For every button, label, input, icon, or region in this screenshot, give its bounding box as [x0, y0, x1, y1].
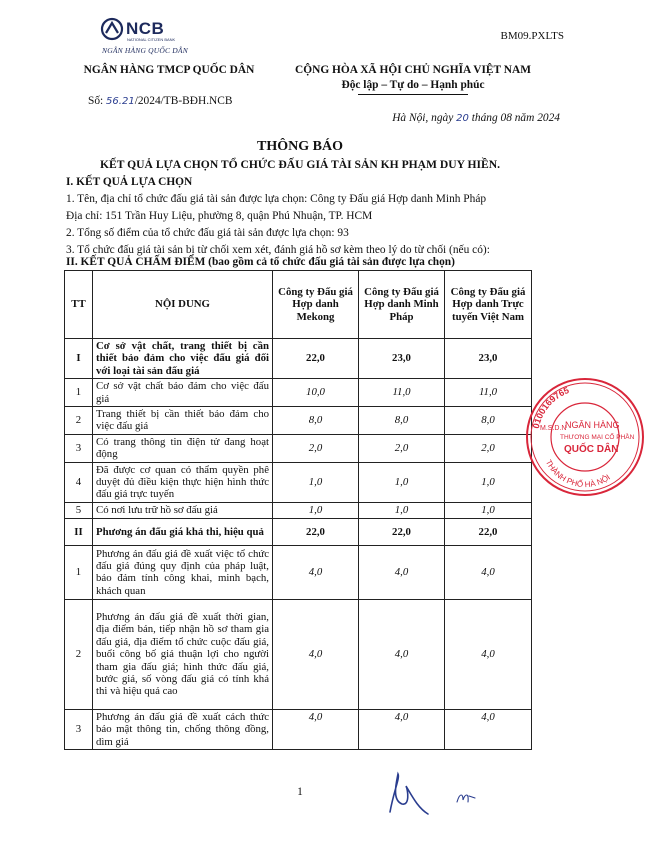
date-day-handwritten: 20 [456, 113, 469, 124]
col-org3-header: Công ty Đấu giá Hợp danh Trực tuyến Việt Nam [445, 271, 532, 339]
row-score-org3: 1,0 [445, 502, 532, 518]
table-row [65, 599, 532, 709]
row-score-org3: 4,0 [445, 599, 532, 709]
row-score-org2: 23,0 [359, 339, 445, 379]
row-score-org1: 8,0 [273, 407, 359, 435]
row-tt: 3 [65, 434, 93, 462]
row-tt: 2 [65, 599, 93, 709]
row-score-org3: 2,0 [445, 434, 532, 462]
row-content: Có nơi lưu trữ hồ sơ đấu giá [93, 502, 273, 518]
section-1-line-2: Địa chỉ: 151 Trần Huy Liệu, phường 8, quận Phú Nhuận, TP. HCM [66, 210, 373, 222]
signature-initials [384, 770, 432, 820]
row-score-org1: 10,0 [273, 379, 359, 407]
col-org1-header: Công ty Đấu giá Hợp danh Mekong [273, 271, 359, 339]
table-row [65, 379, 532, 407]
date-suffix: tháng 08 năm 2024 [468, 112, 560, 124]
section-2-heading: II. KẾT QUẢ CHẤM ĐIỂM (bao gồm cả tổ chức đấu giá tài sản được lựa chọn) [66, 256, 455, 268]
row-content: Cơ sở vật chất bảo đảm cho việc đấu giá [93, 379, 273, 407]
row-score-org1: 4,0 [273, 599, 359, 709]
col-content-header: NỘI DUNG [93, 271, 273, 339]
row-content: Phương án đấu giá đề xuất việc tổ chức đấu giá đúng quy định của pháp luật, bảo đảm tính công khai, minh bạch, khách quan [93, 545, 273, 599]
section-1-line-1: 1. Tên, địa chỉ tổ chức đấu giá tài sản được lựa chọn: Công ty Đấu giá Hợp danh Minh Pháp [66, 193, 487, 205]
logo-text: NCB [126, 19, 165, 38]
row-score-org3: 1,0 [445, 462, 532, 502]
col-org2-header: Công ty Đấu giá Hợp danh Minh Pháp [359, 271, 445, 339]
row-score-org3: 11,0 [445, 379, 532, 407]
row-tt: 5 [65, 502, 93, 518]
row-score-org2: 4,0 [359, 709, 445, 749]
table-row [65, 518, 532, 545]
doc-no-suffix: /2024/TB-BĐH.NCB [134, 95, 233, 107]
row-content: Phương án đấu giá khả thi, hiệu quả [93, 518, 273, 545]
row-score-org2: 22,0 [359, 518, 445, 545]
doc-no-handwritten: 56.21 [106, 96, 135, 107]
ncb-logo-mark-icon [100, 18, 124, 40]
date-prefix: Hà Nội, ngày [392, 112, 457, 124]
row-score-org3: 22,0 [445, 518, 532, 545]
section-1-line-4: 3. Tổ chức đấu giá tài sản bị từ chối xem xét, đánh giá hồ sơ kèm theo lý do từ chối (nếu có): [66, 244, 490, 256]
row-content: Phương án đấu giá đề xuất thời gian, địa điểm bán, tiếp nhận hồ sơ tham gia đấu giá, địa điểm tổ chức cuộc đấu giá, buổi công bố giá thuận lợi cho người tham gia đấu giá; hình thức đấu giá, bước giá, số vòng đấu giá có tính khả thi và hiệu quả cao [93, 599, 273, 709]
row-score-org1: 4,0 [273, 545, 359, 599]
stamp-line-3: QUỐC DÂN [564, 444, 619, 455]
table-row [65, 709, 532, 749]
stamp-side-text: M.S.D.N [540, 425, 567, 432]
row-score-org3: 8,0 [445, 407, 532, 435]
table-row [65, 502, 532, 518]
issuer-name: NGÂN HÀNG TMCP QUỐC DÂN [83, 64, 255, 76]
signature-small [455, 788, 477, 808]
table-row [65, 407, 532, 435]
row-score-org1: 22,0 [273, 518, 359, 545]
row-score-org2: 11,0 [359, 379, 445, 407]
row-score-org3: 4,0 [445, 709, 532, 749]
row-tt: 1 [65, 379, 93, 407]
row-tt: II [65, 518, 93, 545]
row-score-org1: 1,0 [273, 462, 359, 502]
motto-underline [358, 94, 468, 95]
row-score-org2: 8,0 [359, 407, 445, 435]
company-stamp [520, 372, 650, 502]
row-score-org3: 4,0 [445, 545, 532, 599]
stamp-bottom-text: THÀNH PHỐ HÀ NỘI [543, 458, 612, 490]
row-tt: I [65, 339, 93, 379]
row-content: Đã được cơ quan có thẩm quyền phê duyệt đủ điều kiện thực hiện hình thức đấu giá trực tuyến [93, 462, 273, 502]
row-score-org2: 4,0 [359, 599, 445, 709]
page-number: 1 [297, 786, 303, 798]
score-table [64, 270, 532, 750]
row-tt: 4 [65, 462, 93, 502]
row-content: Phương án đấu giá đề xuất cách thức bảo mật thông tin, chống thông đồng, dìm giá [93, 709, 273, 749]
row-tt: 1 [65, 545, 93, 599]
row-score-org2: 4,0 [359, 545, 445, 599]
row-tt: 2 [65, 407, 93, 435]
logo-subtitle-vn: NGÂN HÀNG QUỐC DÂN [102, 46, 188, 55]
row-content: Cơ sở vật chất, trang thiết bị cần thiết bảo đảm cho việc đấu giá đối với loại tài sản đấu giá [93, 339, 273, 379]
document-title: THÔNG BÁO [257, 139, 343, 154]
stamp-line-1: NGÂN HÀNG [565, 420, 620, 430]
ncb-logo [100, 14, 220, 60]
table-row [65, 462, 532, 502]
table-row [65, 339, 532, 379]
table-row [65, 545, 532, 599]
row-score-org1: 2,0 [273, 434, 359, 462]
row-content: Trang thiết bị cần thiết bảo đảm cho việc đấu giá [93, 407, 273, 435]
col-tt-header: TT [65, 271, 93, 339]
section-1-line-3: 2. Tổng số điểm của tổ chức đấu giá tài sản được lựa chọn: 93 [66, 227, 349, 239]
row-content: Có trang thông tin điện tử đang hoạt động [93, 434, 273, 462]
table-header-row [65, 271, 532, 339]
place-date [340, 112, 560, 124]
national-motto: Độc lập – Tự do – Hạnh phúc [341, 79, 485, 91]
logo-subtitle-en: NATIONAL CITIZEN BANK [127, 37, 176, 42]
document-subtitle: KẾT QUẢ LỰA CHỌN TỔ CHỨC ĐẤU GIÁ TÀI SẢN KH PHẠM DUY HIỀN. [99, 158, 501, 171]
row-score-org3: 23,0 [445, 339, 532, 379]
form-code: BM09.PXLTS [500, 30, 564, 42]
row-tt: 3 [65, 709, 93, 749]
section-1-heading: I. KẾT QUẢ LỰA CHỌN [66, 176, 193, 188]
svg-text:THÀNH PHỐ HÀ NỘI [544, 458, 612, 489]
row-score-org2: 2,0 [359, 434, 445, 462]
table-row [65, 434, 532, 462]
stamp-code: 0100169765 [530, 385, 571, 430]
row-score-org1: 1,0 [273, 502, 359, 518]
country-heading: CỘNG HÒA XÃ HỘI CHỦ NGHĨA VIỆT NAM [295, 64, 531, 76]
row-score-org1: 22,0 [273, 339, 359, 379]
document-number [88, 95, 232, 107]
row-score-org2: 1,0 [359, 502, 445, 518]
row-score-org2: 1,0 [359, 462, 445, 502]
row-score-org1: 4,0 [273, 709, 359, 749]
stamp-line-2: THƯƠNG MẠI CỔ PHẦN [560, 434, 635, 441]
doc-no-prefix: Số: [88, 95, 107, 107]
